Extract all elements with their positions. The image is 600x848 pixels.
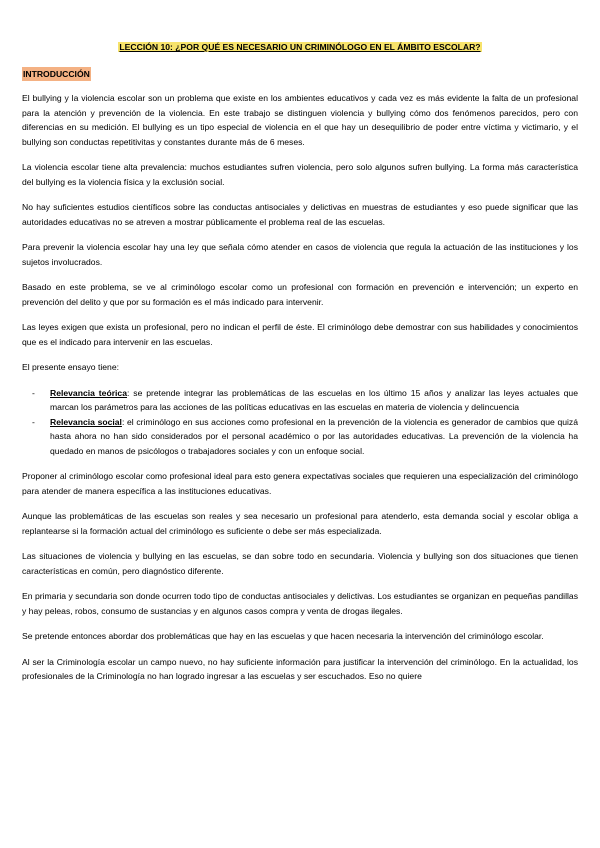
- paragraph: En primaria y secundaria son donde ocurren todo tipo de conductas antisociales y delictivas. Los estudiantes se organizan en pequeñas pandillas y hay peleas, robos, consumo de sustancias y en algunos casos compra y venta de drogas ilegales.: [22, 591, 578, 616]
- list-dash: -: [32, 387, 35, 398]
- document-content: [22, 40, 578, 695]
- paragraph: Las situaciones de violencia y bullying en las escuelas, se dan sobre todo en secundaria. Violencia y bullying son dos situaciones que tienen características en común, pero diagnóstico diferente.: [22, 551, 578, 576]
- paragraph: Basado en este problema, se ve al criminólogo escolar como un profesional con formación en prevención e intervención; un experto en prevención del delito y que por su formación es el más indicado para intervenir.: [22, 282, 578, 307]
- list-dash: -: [32, 416, 35, 427]
- paragraph: Se pretende entonces abordar dos problemáticas que hay en las escuelas y que hacen necesaria la intervención del criminólogo escolar.: [22, 631, 544, 641]
- paragraph: El presente ensayo tiene:: [22, 362, 119, 372]
- paragraph: Proponer al criminólogo escolar como profesional ideal para esto genera expectativas sociales que requieren una especialización del criminólogo para atender de manera específica a las instituciones educativas.: [22, 471, 578, 496]
- list-item-label: Relevancia teórica: [50, 387, 127, 398]
- paragraph: No hay suficientes estudios científicos sobre las conductas antisociales y delictivas en muestras de estudiantes y eso puede significar que las autoridades educativas no se atreven a mostrar públicamente el problema real de las escuelas.: [22, 202, 578, 227]
- list-item: [22, 415, 578, 459]
- paragraph: El bullying y la violencia escolar son un problema que existe en los ambientes educativos y cada vez es más evidente la falta de un profesional para la atención y prevención de la violencia. En este trabajo se distinguen violencia y bullying cómo dos fenómenos parecidos, pero con diferencias en su medición. El bullying es un tipo especial de violencia en el que hay un desequilibrio de poder entre víctima y victimario, y el bullying son conductas repetitivitas y constantes durante más de 6 meses.: [22, 93, 578, 147]
- paragraph: Aunque las problemáticas de las escuelas son reales y sea necesario un profesional para atenderlo, esta demanda social y escolar obliga a replantearse si la formación actual del criminólogo es suficiente o debe ser más especializada.: [22, 511, 578, 536]
- list-item-label: Relevancia social: [50, 416, 122, 427]
- paragraph: Para prevenir la violencia escolar hay una ley que señala cómo atender en casos de violencia que regula la actuación de las instituciones y los sujetos involucrados.: [22, 242, 578, 267]
- lesson-title: [22, 40, 578, 54]
- section-heading: INTRODUCCIÓN: [23, 69, 90, 79]
- list-item-text: : el criminólogo en sus acciones como profesional en la prevención de la violencia es generador de cambios que quizá hasta ahora no han sido considerados por el personal académico o por las autoridades educativas. La prevención de la violencia ha quedado en manos de psicólogos o trabajadores sociales y con un enfoque social.: [50, 416, 578, 456]
- paragraph: La violencia escolar tiene alta prevalencia: muchos estudiantes sufren violencia, pero solo algunos sufren bullying. La forma más característica del bullying es la violencia física y la exclusión social.: [22, 162, 578, 187]
- relevance-list: [22, 386, 578, 459]
- paragraph: Las leyes exigen que exista un profesional, pero no indican el perfil de éste. El criminólogo debe demostrar con sus habilidades y conocimientos que es el indicado para intervenir en las escuelas.: [22, 322, 578, 347]
- list-item: [22, 386, 578, 415]
- list-item-text: : se pretende integrar las problemáticas de las escuelas en los último 15 años y analizar las leyes actuales que marcan los parámetros para las acciones de las políticas educativas en las escuelas en materia de violencia y delincuencia: [50, 387, 578, 412]
- paragraph: Al ser la Criminología escolar un campo nuevo, no hay suficiente información para justificar la intervención del criminólogo. En la actualidad, los profesionales de la Criminología no han logrado ingresar a las escuelas y ser escuchados. Eso no quiere: [22, 656, 578, 681]
- lesson-title-text: LECCIÓN 10: ¿POR QUÉ ES NECESARIO UN CRIMINÓLOGO EN EL ÁMBITO ESCOLAR?: [119, 42, 481, 52]
